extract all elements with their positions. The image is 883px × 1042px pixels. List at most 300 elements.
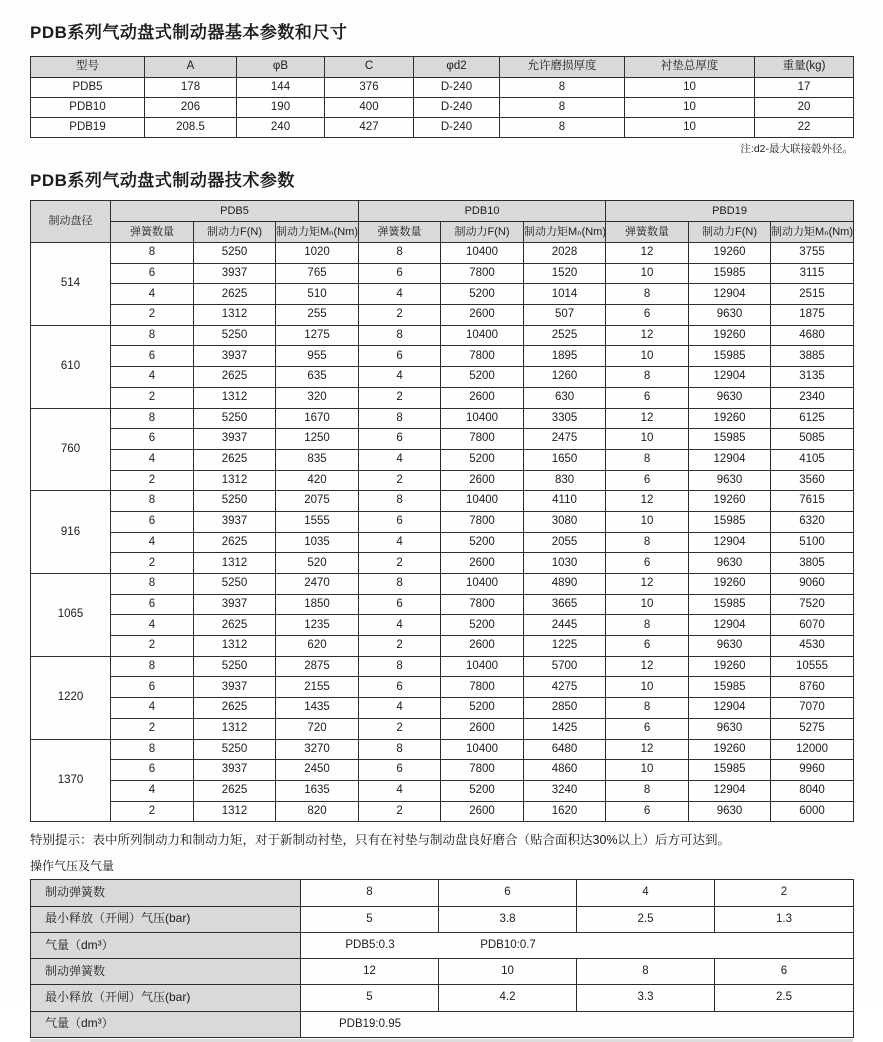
cell: 3937 (194, 429, 276, 450)
cell: 3937 (194, 677, 276, 698)
cell: 8 (111, 656, 194, 677)
cell: 4 (111, 284, 194, 305)
cell: 7070 (771, 698, 854, 719)
table-row (31, 346, 854, 367)
column-header: 制动力F(N) (194, 222, 276, 243)
cell: 2450 (276, 760, 359, 781)
cell: 3.3 (577, 985, 715, 1011)
cell: 6 (111, 511, 194, 532)
cell: 8 (111, 491, 194, 512)
cell: 720 (276, 718, 359, 739)
cell: 1030 (524, 553, 606, 574)
table-row (31, 780, 854, 801)
cell: 1312 (194, 470, 276, 491)
table-row (31, 243, 854, 264)
table-row (31, 449, 854, 470)
basic-params-title: PDB系列气动盘式制动器基本参数和尺寸 (30, 23, 348, 42)
cell: 2 (111, 636, 194, 657)
cell: 5275 (771, 718, 854, 739)
cell: 9960 (771, 760, 854, 781)
disc-diameter-cell: 916 (31, 491, 111, 574)
cell: 6 (359, 429, 441, 450)
cell: 2525 (524, 325, 606, 346)
cell: 8 (111, 243, 194, 264)
cell: 2625 (194, 698, 276, 719)
cell: 20 (755, 98, 854, 118)
cell: 3115 (771, 263, 854, 284)
cell: 9630 (689, 718, 771, 739)
column-header: 制动力F(N) (689, 222, 771, 243)
table-row (31, 367, 854, 388)
cell: 1435 (276, 698, 359, 719)
cell: 5700 (524, 656, 606, 677)
table-row (31, 718, 854, 739)
row-label: 最小释放（开闸）气压(bar) (31, 906, 301, 932)
cell: 10400 (441, 325, 524, 346)
cell: 19260 (689, 739, 771, 760)
cell: 8 (359, 408, 441, 429)
cell: 12904 (689, 532, 771, 553)
cell: 12904 (689, 615, 771, 636)
cell: 4530 (771, 636, 854, 657)
column-header: φB (237, 57, 325, 78)
cell: 4 (577, 880, 715, 906)
cell: 2 (359, 305, 441, 326)
cell: 4 (359, 780, 441, 801)
cell: 208.5 (145, 118, 237, 138)
cell: 3885 (771, 346, 854, 367)
cell: 4 (111, 615, 194, 636)
cell: 12 (606, 574, 689, 595)
cell: 4275 (524, 677, 606, 698)
cell: 12 (606, 408, 689, 429)
cell: 6 (111, 677, 194, 698)
cell: 6 (715, 959, 854, 985)
cell: 2 (111, 470, 194, 491)
cell: 2028 (524, 243, 606, 264)
cell: 9630 (689, 305, 771, 326)
row-label: 制动弹簧数 (31, 959, 301, 985)
table-row (31, 429, 854, 450)
cell: 6 (606, 387, 689, 408)
cell: 3937 (194, 594, 276, 615)
cell: 5 (301, 906, 439, 932)
cell: 4680 (771, 325, 854, 346)
model-cell: PDB5 (31, 78, 145, 98)
cell: 1312 (194, 387, 276, 408)
cell: 19260 (689, 325, 771, 346)
cell: 3240 (524, 780, 606, 801)
cell: 1225 (524, 636, 606, 657)
cell: 8 (301, 880, 439, 906)
cell: 6 (606, 718, 689, 739)
cell: 1035 (276, 532, 359, 553)
cell: 2075 (276, 491, 359, 512)
cell: 1895 (524, 346, 606, 367)
cell: 9630 (689, 553, 771, 574)
cell: 2.5 (577, 906, 715, 932)
cell: 2445 (524, 615, 606, 636)
cell: 12904 (689, 698, 771, 719)
table-row (31, 656, 854, 677)
cell: 6 (111, 263, 194, 284)
cell: 206 (145, 98, 237, 118)
cell: 7800 (441, 677, 524, 698)
cell: 6 (359, 677, 441, 698)
cell: 10 (606, 594, 689, 615)
cell: 6 (111, 594, 194, 615)
table-row (31, 677, 854, 698)
cell: 10 (625, 78, 755, 98)
cell: 7615 (771, 491, 854, 512)
cell: 507 (524, 305, 606, 326)
cell: 10 (606, 677, 689, 698)
cell: 820 (276, 801, 359, 822)
cell: 9060 (771, 574, 854, 595)
cell: 10400 (441, 656, 524, 677)
cell: 10 (606, 263, 689, 284)
cell: 1020 (276, 243, 359, 264)
cell: 5250 (194, 491, 276, 512)
table-row (31, 408, 854, 429)
basic-table-body (31, 78, 854, 138)
cell: 2515 (771, 284, 854, 305)
disc-diameter-cell: 760 (31, 408, 111, 491)
cell: 2470 (276, 574, 359, 595)
cell: 510 (276, 284, 359, 305)
cell: 15985 (689, 429, 771, 450)
cell: 17 (755, 78, 854, 98)
cell: 2 (359, 470, 441, 491)
cell: 6 (111, 346, 194, 367)
cell: 2625 (194, 532, 276, 553)
cell: 2.5 (715, 985, 854, 1011)
cell: 4 (111, 367, 194, 388)
cell: 15985 (689, 346, 771, 367)
cell: 7800 (441, 760, 524, 781)
cell: 8 (500, 98, 625, 118)
cell: 6 (359, 511, 441, 532)
cell: 12 (606, 325, 689, 346)
cell: 6320 (771, 511, 854, 532)
cell: 3937 (194, 760, 276, 781)
cell: 2875 (276, 656, 359, 677)
cell: 19260 (689, 491, 771, 512)
cell: 4 (111, 532, 194, 553)
cell: 5250 (194, 408, 276, 429)
column-header: 制动力矩Mₙ(Nm) (524, 222, 606, 243)
table-row (31, 511, 854, 532)
cell: 5200 (441, 615, 524, 636)
cell: 8 (111, 408, 194, 429)
cell: 400 (325, 98, 414, 118)
cell: 15985 (689, 511, 771, 532)
cell: 6 (606, 470, 689, 491)
cell: 2 (359, 553, 441, 574)
cell: 2600 (441, 636, 524, 657)
disc-diameter-cell: 1370 (31, 739, 111, 822)
tech-params-table (30, 200, 854, 822)
cell: 2625 (194, 367, 276, 388)
cell: 5085 (771, 429, 854, 450)
cell: 5250 (194, 574, 276, 595)
cell: 19260 (689, 574, 771, 595)
cell: 2625 (194, 780, 276, 801)
cell: 10 (606, 346, 689, 367)
cell: 10400 (441, 243, 524, 264)
pressure-volume-subtitle: 操作气压及气量 (30, 859, 115, 874)
cell: 765 (276, 263, 359, 284)
cell: 1620 (524, 801, 606, 822)
cell: 6 (111, 760, 194, 781)
table-row (31, 959, 854, 985)
cell: 4110 (524, 491, 606, 512)
cell: 15985 (689, 677, 771, 698)
cell: 1312 (194, 305, 276, 326)
cell: 9630 (689, 636, 771, 657)
cell: 830 (524, 470, 606, 491)
column-header: 重量(kg) (755, 57, 854, 78)
cell: 7520 (771, 594, 854, 615)
cell: 10 (439, 959, 577, 985)
cell: 5200 (441, 284, 524, 305)
column-header: 弹簧数量 (111, 222, 194, 243)
cell: 2 (715, 880, 854, 906)
cell: 8 (606, 367, 689, 388)
cell: 6 (359, 263, 441, 284)
cell: 1014 (524, 284, 606, 305)
row-label: 最小释放（开闸）气压(bar) (31, 985, 301, 1011)
table-row (31, 118, 854, 138)
cell: 4 (359, 698, 441, 719)
cell: 4 (359, 532, 441, 553)
cell: 3080 (524, 511, 606, 532)
cell: 12 (606, 739, 689, 760)
table-row (31, 305, 854, 326)
column-header: 弹簧数量 (359, 222, 441, 243)
cell: 2475 (524, 429, 606, 450)
cell: 178 (145, 78, 237, 98)
d2-note: 注:d2-最大联接毂外径。 (740, 143, 853, 155)
column-header: 允许磨损厚度 (500, 57, 625, 78)
cell: 8 (606, 284, 689, 305)
cell: 8 (111, 574, 194, 595)
table-row (31, 553, 854, 574)
table-row (31, 98, 854, 118)
cell: 8 (359, 325, 441, 346)
volume-value: PDB19:0.95 (338, 1017, 401, 1030)
cell: 1275 (276, 325, 359, 346)
cell: 8 (359, 656, 441, 677)
table-row (31, 636, 854, 657)
cell: 6 (606, 305, 689, 326)
cell: 12904 (689, 449, 771, 470)
cell: 1312 (194, 636, 276, 657)
cell: 2 (111, 387, 194, 408)
cell: 427 (325, 118, 414, 138)
cell: 2600 (441, 801, 524, 822)
cell: 1850 (276, 594, 359, 615)
disc-diameter-cell: 514 (31, 243, 111, 326)
disc-diameter-header: 制动盘径 (31, 201, 111, 243)
cell: 8 (500, 118, 625, 138)
cell: 8 (606, 615, 689, 636)
cell: 1670 (276, 408, 359, 429)
cell: 6125 (771, 408, 854, 429)
cell: 2 (359, 801, 441, 822)
cell: 6000 (771, 801, 854, 822)
cell: 3270 (276, 739, 359, 760)
cell: 8 (606, 532, 689, 553)
cell: 2 (359, 636, 441, 657)
disc-diameter-cell: 1065 (31, 574, 111, 657)
disc-diameter-cell: 1220 (31, 656, 111, 739)
cell: D-240 (414, 98, 500, 118)
cell: 7800 (441, 263, 524, 284)
table-row (31, 263, 854, 284)
cell: 4 (111, 449, 194, 470)
cell: 10400 (441, 491, 524, 512)
table-row (31, 698, 854, 719)
cell: 3937 (194, 511, 276, 532)
cell: 3305 (524, 408, 606, 429)
cell: 2 (111, 718, 194, 739)
disc-diameter-cell: 610 (31, 325, 111, 408)
table-row (31, 760, 854, 781)
cell: 10400 (441, 408, 524, 429)
cell: 5100 (771, 532, 854, 553)
cell: 4 (111, 780, 194, 801)
cell: 4105 (771, 449, 854, 470)
cell: 1650 (524, 449, 606, 470)
cell: 190 (237, 98, 325, 118)
column-header: 制动力矩Mₙ(Nm) (276, 222, 359, 243)
cell: 7800 (441, 346, 524, 367)
cell: D-240 (414, 78, 500, 98)
column-header: C (325, 57, 414, 78)
table-row (31, 932, 854, 958)
cell: 5200 (441, 532, 524, 553)
table-row (31, 325, 854, 346)
cell: 4890 (524, 574, 606, 595)
row-label: 气量（dm³） (31, 932, 301, 958)
cell: 955 (276, 346, 359, 367)
cell: 4 (359, 367, 441, 388)
cell: 10400 (441, 739, 524, 760)
cell: 1520 (524, 263, 606, 284)
cell: 1875 (771, 305, 854, 326)
cell: 12000 (771, 739, 854, 760)
cell: 10400 (441, 574, 524, 595)
cell: 5200 (441, 780, 524, 801)
table-row (31, 78, 854, 98)
cell: 1312 (194, 718, 276, 739)
tech-header-group-row (31, 201, 854, 222)
cell: 2625 (194, 615, 276, 636)
cell: 5200 (441, 698, 524, 719)
basic-params-table (30, 56, 854, 138)
cell: 6070 (771, 615, 854, 636)
cell: 12904 (689, 367, 771, 388)
cell: 8 (359, 739, 441, 760)
table-row (31, 491, 854, 512)
cell: 5250 (194, 243, 276, 264)
cell: 3.8 (439, 906, 577, 932)
table-row (31, 906, 854, 932)
cell: 4 (359, 615, 441, 636)
cell: 1555 (276, 511, 359, 532)
cell: 9630 (689, 470, 771, 491)
cell: 620 (276, 636, 359, 657)
volume-value: PDB10:0.7 (480, 938, 536, 951)
cell: 8 (606, 780, 689, 801)
table-row (31, 739, 854, 760)
cell: 2625 (194, 449, 276, 470)
pressure-volume-table (30, 879, 854, 1038)
cell: 5 (301, 985, 439, 1011)
cell: 1260 (524, 367, 606, 388)
cell: 1250 (276, 429, 359, 450)
cell: 9630 (689, 387, 771, 408)
model-cell: PDB19 (31, 118, 145, 138)
cell: 6 (359, 594, 441, 615)
cell: 2600 (441, 387, 524, 408)
cell: 3937 (194, 263, 276, 284)
cell: 1635 (276, 780, 359, 801)
cell: 10 (625, 98, 755, 118)
cell: 12904 (689, 284, 771, 305)
cell: 6 (359, 346, 441, 367)
model-group-header: PDB5 (111, 201, 359, 222)
special-note: 特别提示：表中所列制动力和制动力矩，对于新制动衬垫，只有在衬垫与制动盘良好磨合（贴合面积达30%以上）后方可达到。 (30, 833, 731, 848)
cell: D-240 (414, 118, 500, 138)
cell: 2850 (524, 698, 606, 719)
cell: 2600 (441, 553, 524, 574)
cell: 8 (606, 698, 689, 719)
cell: 1312 (194, 553, 276, 574)
cell: 2 (359, 387, 441, 408)
table-row (31, 470, 854, 491)
cell: 420 (276, 470, 359, 491)
cell: 635 (276, 367, 359, 388)
model-group-header: PDB10 (359, 201, 606, 222)
cell: 5250 (194, 656, 276, 677)
cell: 8 (577, 959, 715, 985)
column-header: 型号 (31, 57, 145, 78)
volume-value: PDB5:0.3 (345, 938, 395, 951)
model-group-header: PBD19 (606, 201, 854, 222)
volume-span-cell (301, 932, 854, 958)
cell: 4 (359, 449, 441, 470)
column-header: 制动力矩Mₙ(Nm) (771, 222, 854, 243)
cell: 10 (606, 429, 689, 450)
cell: 2600 (441, 718, 524, 739)
table-row (31, 532, 854, 553)
cell: 7800 (441, 594, 524, 615)
cell: 8 (606, 449, 689, 470)
cell: 15985 (689, 760, 771, 781)
cell: 520 (276, 553, 359, 574)
cell: 8 (359, 243, 441, 264)
cell: 15985 (689, 263, 771, 284)
cell: 8 (111, 739, 194, 760)
cell: 2 (111, 553, 194, 574)
table-row (31, 801, 854, 822)
cell: 7800 (441, 511, 524, 532)
table-row (31, 387, 854, 408)
cell: 8760 (771, 677, 854, 698)
cell: 6 (606, 801, 689, 822)
